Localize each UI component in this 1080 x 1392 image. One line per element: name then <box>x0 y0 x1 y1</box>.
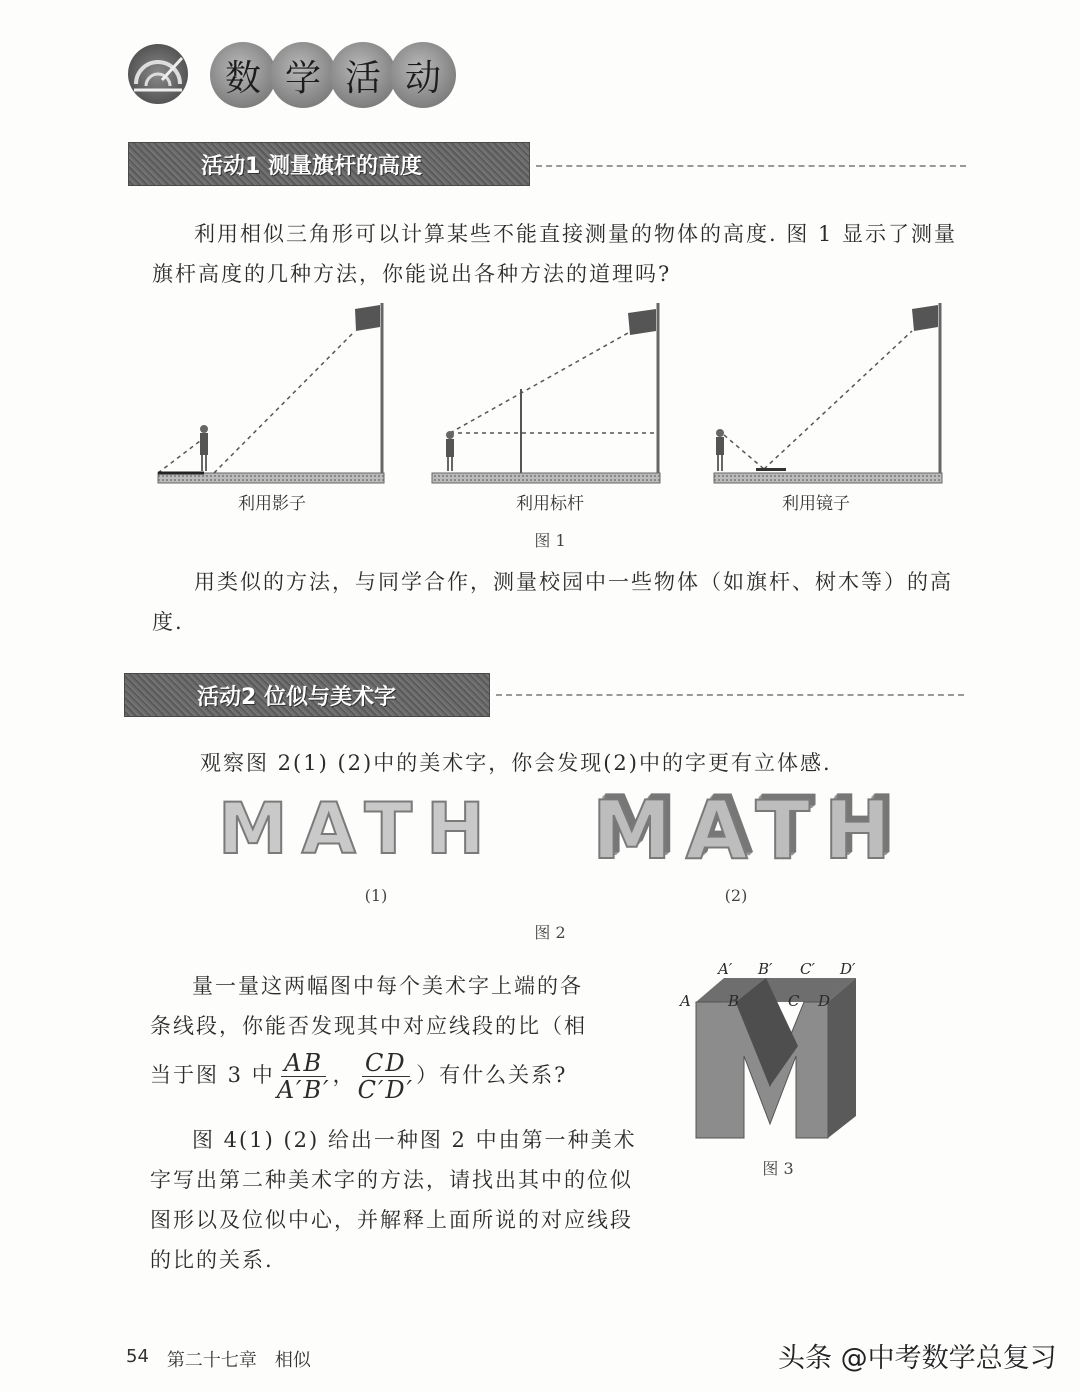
sub-caption-1: (1) <box>364 886 388 905</box>
fraction-denominator: C′D′ <box>357 1076 415 1104</box>
activity1-intro: 利用相似三角形可以计算某些不能直接测量的物体的高度. 图 1 显示了测量旗杆高度的几种方法，你能说出各种方法的道理吗? <box>152 222 958 286</box>
point-label: C′ <box>800 960 815 978</box>
3d-letter-m-diagram <box>678 956 868 1146</box>
point-label: D′ <box>840 960 856 978</box>
point-label: A <box>680 992 691 1010</box>
title-char: 数 <box>210 42 276 108</box>
figure-3 <box>678 956 868 1146</box>
activity2-heading <box>124 673 490 717</box>
ratio-line <box>150 1050 650 1103</box>
fraction-cd <box>358 1050 415 1103</box>
text-segment: ）有什么关系? <box>416 1063 568 1087</box>
figure-2-caption: 图 2 <box>534 923 566 942</box>
activity2-measure-text <box>150 966 650 1103</box>
panel-mirror-diagram <box>714 303 942 483</box>
text-separator: ， <box>332 1063 356 1087</box>
section-divider <box>496 694 964 696</box>
panel-shadow-diagram <box>158 303 384 483</box>
activity1-heading <box>128 142 530 186</box>
panel-label: 利用标杆 <box>516 494 584 514</box>
figure-3-caption: 图 3 <box>762 1159 794 1178</box>
panel-label: 利用影子 <box>238 494 306 514</box>
text-segment: 当于图 3 中 <box>150 1063 275 1087</box>
fraction-ab <box>277 1050 331 1103</box>
title-char: 动 <box>390 42 456 108</box>
activity2-intro: 观察图 2(1) (2)中的美术字，你会发现(2)中的字更有立体感. <box>200 751 832 775</box>
panel-pole-diagram <box>432 303 660 483</box>
text-line: 量一量这两幅图中每个美术字上端的各 <box>192 974 583 998</box>
section-divider <box>536 165 966 167</box>
fraction-numerator: CD <box>362 1050 410 1077</box>
fraction-denominator: A′B′ <box>276 1076 331 1104</box>
math-3d-wordart: MATH <box>592 784 905 877</box>
page-footer <box>126 1346 311 1372</box>
sub-caption-2: (2) <box>724 886 748 905</box>
activity-logo-icon <box>128 44 188 104</box>
point-label: D <box>818 992 831 1010</box>
activity2-heading-text: 活动2 位似与美术字 <box>197 684 396 710</box>
figure-1 <box>150 295 950 525</box>
math-flat-wordart: MATH <box>218 788 499 870</box>
page-title <box>210 42 450 108</box>
point-label: B <box>728 992 740 1010</box>
point-label: A′ <box>718 960 733 978</box>
point-label: C <box>788 992 800 1010</box>
page-number: 54 <box>126 1346 149 1367</box>
flagpole-diagrams <box>150 295 950 495</box>
activity2-method-text: 图 4(1) (2) 给出一种图 2 中由第一种美术字写出第二种美术字的方法，请找出其中的位似图形以及位似中心，并解释上面所说的对应线段的比的关系. <box>150 1128 637 1272</box>
point-label: B′ <box>758 960 773 978</box>
activity1-heading-text: 活动1 测量旗杆的高度 <box>201 153 422 179</box>
title-char: 学 <box>270 42 336 108</box>
text-line: 条线段，你能否发现其中对应线段的比（相 <box>150 1014 587 1038</box>
activity1-task: 用类似的方法，与同学合作，测量校园中一些物体（如旗杆、树木等）的高度. <box>152 570 953 634</box>
fraction-numerator: AB <box>281 1050 326 1077</box>
chapter-number: 第二十七章 <box>166 1350 257 1371</box>
source-watermark: 头条 @中考数学总复习 <box>778 1343 1057 1374</box>
panel-label: 利用镜子 <box>782 494 850 514</box>
chapter-title: 相似 <box>274 1350 311 1371</box>
figure-1-caption: 图 1 <box>534 531 566 550</box>
title-char: 活 <box>330 42 396 108</box>
